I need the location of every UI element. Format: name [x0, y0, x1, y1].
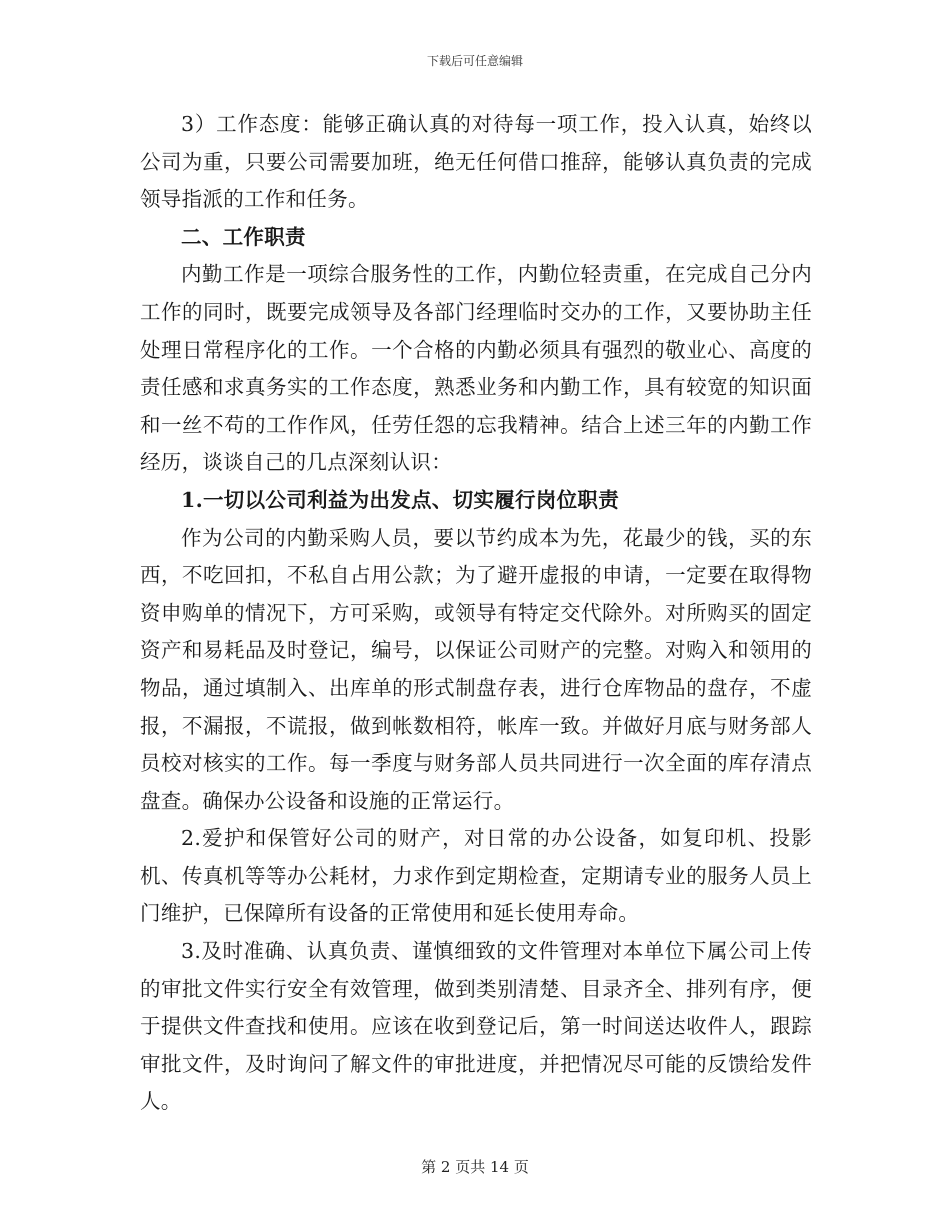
paragraph-work-attitude: 3）工作态度：能够正确认真的对待每一项工作，投入认真，始终以公司为重，只要公司需要加班，绝无任何借口推辞，能够认真负责的完成领导指派的工作和任务。 [140, 112, 812, 212]
document-body [140, 106, 812, 1121]
subheading-point-1: 1.一切以公司利益为出发点、切实履行岗位职责 [181, 487, 619, 512]
paragraph-point-3: 3.及时准确、认真负责、谨慎细致的文件管理对本单位下属公司上传的审批文件实行安全有效管理，做到类别清楚、目录齐全、排列有序，便于提供文件查找和使用。应该在收到登记后，第一时间送达收件人，跟踪审批文件，及时询问了解文件的审批进度，并把情况尽可能的反馈给发件人。 [140, 939, 812, 1114]
paragraph-duties-intro: 内勤工作是一项综合服务性的工作，内勤位轻责重，在完成自己分内工作的同时，既要完成领导及各部门经理临时交办的工作，又要协助主任处理日常程序化的工作。一个合格的内勤必须具有强烈的敬业心、高度的责任感和求真务实的工作态度，熟悉业务和内勤工作，具有较宽的知识面和一丝不苟的工作作风，任劳任怨的忘我精神。结合上述三年的内勤工作经历，谈谈自己的几点深刻认识： [140, 262, 812, 475]
page-header-note: 下载后可任意编辑 [426, 54, 523, 68]
paragraph-purchasing: 作为公司的内勤采购人员，要以节约成本为先，花最少的钱，买的东西，不吃回扣，不私自占用公款；为了避开虚报的申请，一定要在取得物资申购单的情况下，方可采购，或领导有特定交代除外。对所购买的固定资产和易耗品及时登记，编号，以保证公司财产的完整。对购入和领用的物品，通过填制入、出库单的形式制盘存表，进行仓库物品的盘存，不虚报，不漏报，不谎报，做到帐数相符，帐库一致。并做好月底与财务部人员校对核实的工作。每一季度与财务部人员共同进行一次全面的库存清点盘查。确保办公设备和设施的正常运行。 [140, 525, 812, 813]
paragraph-point-2: 2.爱护和保管好公司的财产，对日常的办公设备，如复印机、投影机、传真机等等办公耗材，力求作到定期检查，定期请专业的服务人员上门维护，已保障所有设备的正常使用和延长使用寿命。 [140, 826, 812, 926]
page-number: 第 2 页共 14 页 [421, 1158, 529, 1176]
section-heading-duties: 二、工作职责 [181, 224, 306, 249]
